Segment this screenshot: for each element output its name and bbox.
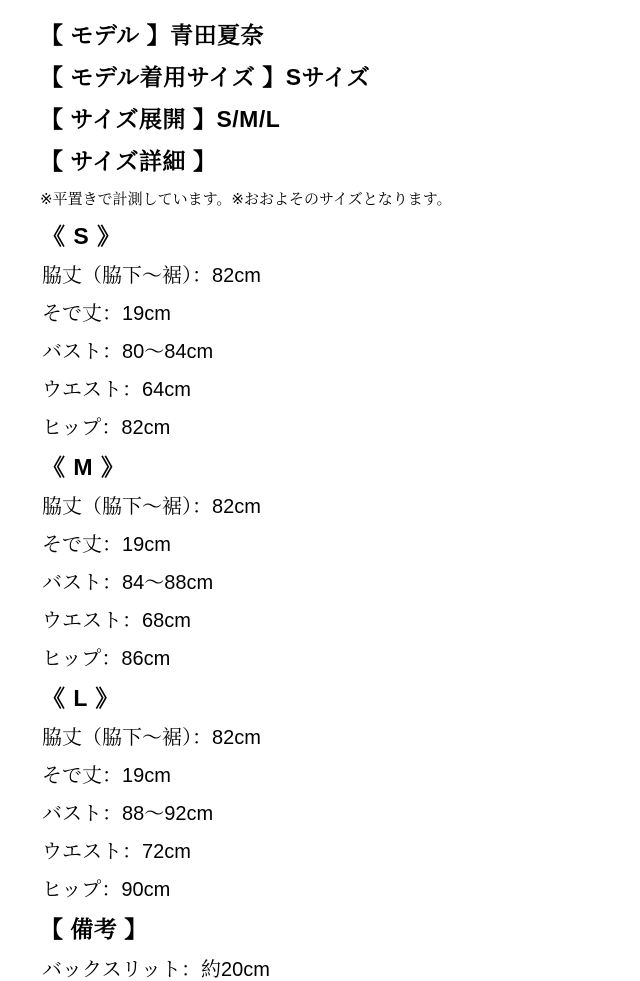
size-detail-heading: 【 サイズ詳細 】 [40,148,217,174]
size-block-s [40,225,610,438]
measurement-row: ヒップ：90cm [42,879,171,901]
size-label-s: 《 S 》 [42,223,122,249]
measurement-row: ウエスト：72cm [42,841,191,863]
remark-heading: 【 備考 】 [40,916,148,942]
measurement-row: バスト：80〜84cm [42,341,214,363]
measurement-note: ※平置きで計測しています。※おおよそのサイズとなります。 [40,191,452,208]
measurement-row: 脇丈（脇下〜裾）：82cm [42,496,261,518]
measurement-row: ウエスト：68cm [42,610,191,632]
model-line: 【 モデル 】青田夏奈 [40,22,265,48]
measurement-row: ウエスト：64cm [42,379,191,401]
measurement-row: 脇丈（脇下〜裾）：82cm [42,727,261,749]
size-block-l [40,687,610,900]
size-label-m: 《 M 》 [42,454,125,480]
remark-block [40,918,610,980]
size-label-l: 《 L 》 [42,685,120,711]
measurement-row: 脇丈（脇下〜裾）：82cm [42,265,261,287]
size-range-line: 【 サイズ展開 】S/M/L [40,106,281,132]
measurement-row: そで丈：19cm [42,765,171,787]
remark-row: バックスリット：約20cm [42,959,270,981]
measurement-row: ヒップ：82cm [42,417,171,439]
measurement-row: バスト：88〜92cm [42,803,214,825]
measurement-row: そで丈：19cm [42,534,171,556]
measurement-row: バスト：84〜88cm [42,572,214,594]
size-block-m [40,456,610,669]
measurement-row: そで丈：19cm [42,303,171,325]
measurement-row: ヒップ：86cm [42,648,171,670]
model-worn-size-line: 【 モデル着用サイズ 】Sサイズ [40,64,371,90]
